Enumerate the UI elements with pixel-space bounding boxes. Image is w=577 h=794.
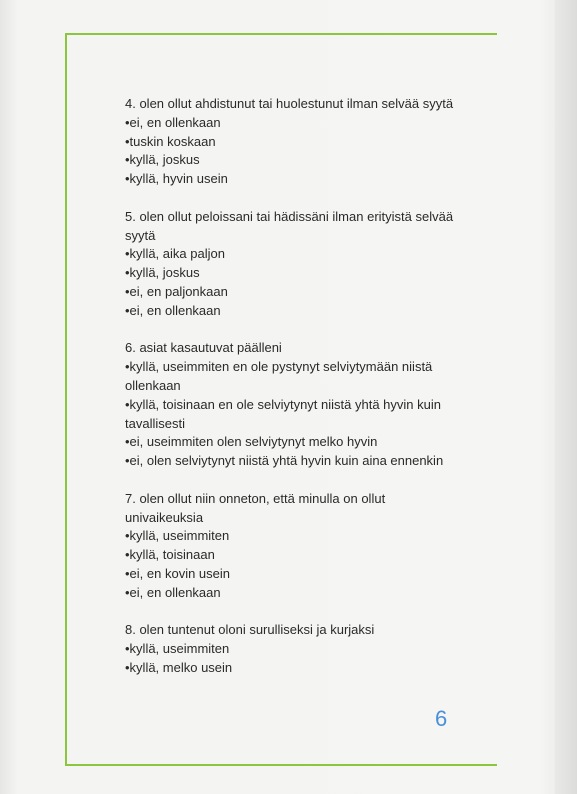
question-text: 8. olen tuntenut oloni surulliseksi ja kurjaksi bbox=[125, 622, 375, 638]
option: •kyllä, useimmiten en ole pystynyt selviytymään niistä ollenkaan bbox=[125, 359, 433, 393]
option: •ei, en ollenkaan bbox=[125, 584, 221, 600]
option: •kyllä, hyvin usein bbox=[125, 171, 228, 187]
question-text: 7. olen ollut niin onneton, että minulla on ollut univaikeuksia bbox=[125, 490, 386, 525]
question-text: 5. olen ollut peloissani tai hädissäni ilman erityistä selvää syytä bbox=[125, 208, 454, 243]
option: •tuskin koskaan bbox=[125, 133, 216, 149]
option: •kyllä, useimmiten bbox=[125, 641, 230, 657]
page-number: 6 bbox=[435, 706, 448, 731]
question-7 bbox=[125, 490, 455, 603]
option: •ei, en ollenkaan bbox=[125, 114, 221, 130]
question-8 bbox=[125, 621, 455, 677]
question-6 bbox=[125, 339, 455, 471]
option: •kyllä, aika paljon bbox=[125, 246, 225, 262]
option: •kyllä, toisinaan en ole selviytynyt niistä yhtä hyvin kuin tavallisesti bbox=[125, 396, 441, 431]
option: •kyllä, joskus bbox=[125, 152, 200, 168]
question-5 bbox=[125, 208, 455, 321]
option: •ei, en paljonkaan bbox=[125, 283, 228, 299]
frame-left-line bbox=[65, 33, 67, 765]
option: •kyllä, joskus bbox=[125, 265, 200, 281]
question-4 bbox=[125, 95, 455, 189]
questionnaire bbox=[125, 95, 455, 697]
frame-top-line bbox=[65, 33, 497, 35]
question-text: 6. asiat kasautuvat päälleni bbox=[125, 340, 282, 356]
option: •kyllä, toisinaan bbox=[125, 547, 215, 563]
option: •kyllä, useimmiten bbox=[125, 528, 230, 544]
option: •ei, en kovin usein bbox=[125, 565, 231, 581]
question-text: 4. olen ollut ahdistunut tai huolestunut ilman selvää syytä bbox=[125, 96, 454, 111]
option: •ei, en ollenkaan bbox=[125, 302, 221, 318]
option: •ei, olen selviytynyt niistä yhtä hyvin kuin aina ennenkin bbox=[125, 453, 444, 469]
frame-bottom-line bbox=[65, 764, 497, 766]
option: •kyllä, melko usein bbox=[125, 659, 233, 675]
option: •ei, useimmiten olen selviytynyt melko hyvin bbox=[125, 434, 378, 450]
page-edge bbox=[555, 0, 577, 794]
